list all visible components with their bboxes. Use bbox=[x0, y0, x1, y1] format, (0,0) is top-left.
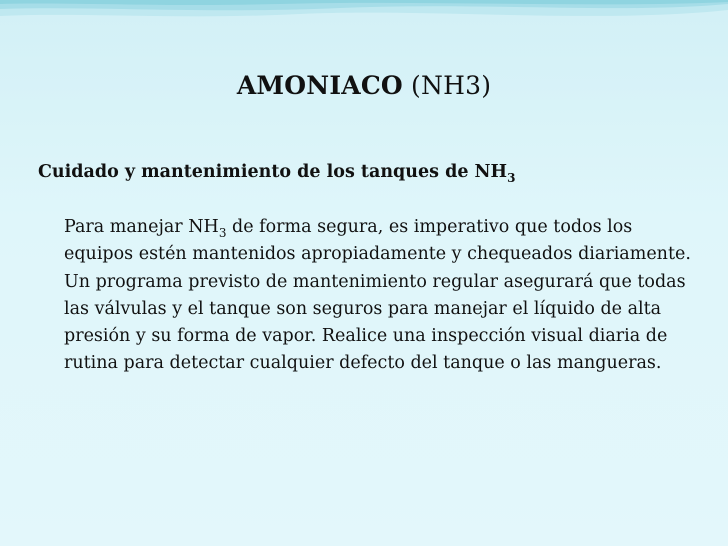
paragraph-part-1: Para manejar NH bbox=[64, 217, 219, 237]
slide-title bbox=[0, 70, 728, 102]
heading-text: Cuidado y mantenimiento de los tanques de NH bbox=[38, 162, 508, 182]
section-heading bbox=[38, 160, 515, 184]
decorative-wave bbox=[0, 0, 728, 40]
body-paragraph bbox=[64, 214, 704, 378]
title-bold: AMONIACO bbox=[236, 71, 403, 100]
title-formula: (NH3) bbox=[402, 71, 492, 100]
heading-subscript: 3 bbox=[507, 171, 516, 185]
paragraph-part-2: de forma segura, es imperativo que todos los equipos estén mantenidos apropiadamente y chequeados diariamente. Un programa previsto de mantenimiento regular asegurará que todas las válvulas y el tanque son seguros para manejar el líquido de alta presión y su forma de vapor. Realice una inspección visual diaria de rutina para detectar cualquier defecto del tanque o las mangueras. bbox=[64, 217, 691, 374]
paragraph-subscript: 3 bbox=[218, 226, 227, 240]
